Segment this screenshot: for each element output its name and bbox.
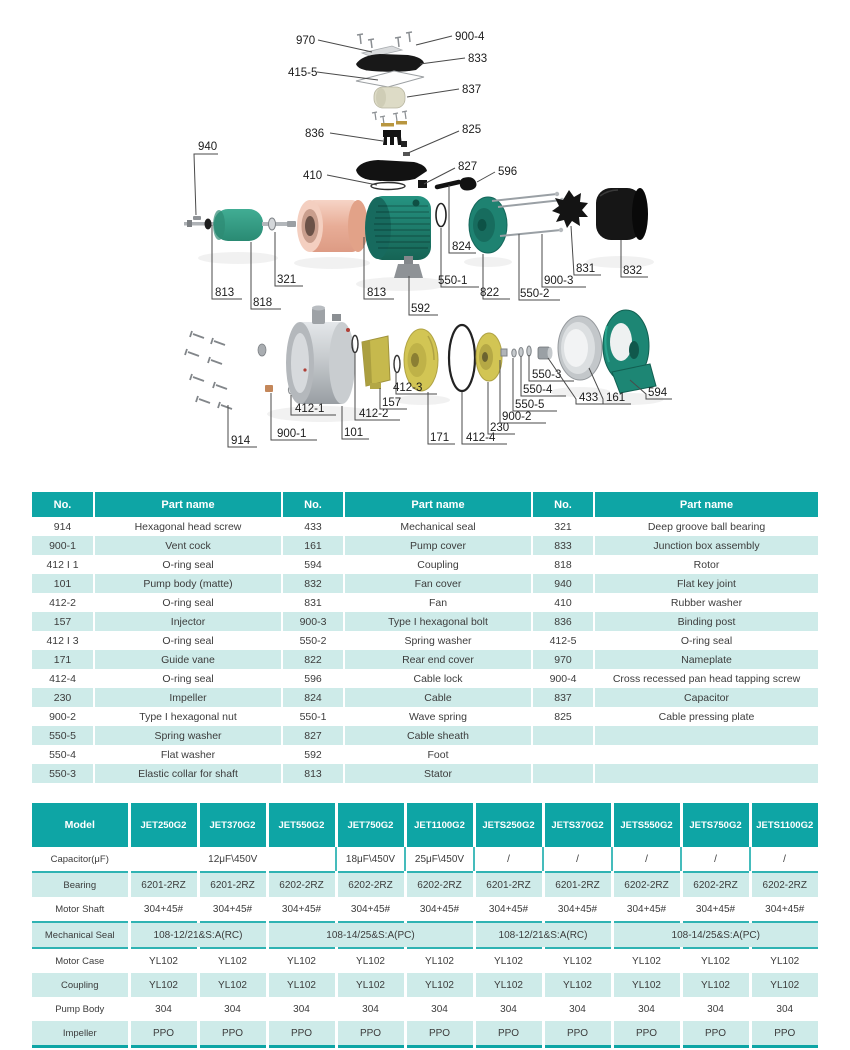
part-name-cell: Coupling [344, 555, 532, 574]
specs-table-row [32, 948, 818, 973]
spec-value-cell: YL102 [543, 948, 612, 973]
part-callout: 161 [606, 392, 626, 404]
spec-value-cell: 304+45# [336, 897, 405, 922]
part-no-cell: 818 [532, 555, 594, 574]
specs-table-row [32, 973, 818, 997]
part-name-cell: Rubber washer [594, 593, 818, 612]
part-name-cell: Cable sheath [344, 726, 532, 745]
part-no-cell: 596 [282, 669, 344, 688]
spec-value-cell: PPO [543, 1021, 612, 1047]
spec-value-cell: 108-14/25&S:A(PC) [612, 922, 818, 948]
part-name-cell: Binding post [594, 612, 818, 631]
spec-value-cell: 6202-2RZ [681, 872, 750, 897]
part-name-cell: Rotor [594, 555, 818, 574]
spec-value-cell: PPO [267, 1021, 336, 1047]
spec-value-cell: PPO [612, 1021, 681, 1047]
part-callout: 827 [458, 161, 478, 173]
leader-line [194, 154, 218, 215]
cable-lock-596 [460, 177, 477, 190]
part-name-cell [594, 726, 818, 745]
parts-header-row [32, 492, 818, 517]
spec-value-cell: YL102 [336, 948, 405, 973]
part-callout: 836 [305, 128, 325, 140]
spec-value-cell: YL102 [129, 973, 198, 997]
spec-value-cell: 304 [750, 997, 818, 1021]
part-callout: 550-3 [532, 369, 562, 381]
part-callout: 171 [430, 432, 450, 444]
part-name-cell [594, 745, 818, 764]
parts-table-row [32, 536, 818, 555]
spec-value-cell: 304 [336, 997, 405, 1021]
leader-line [318, 40, 372, 52]
specs-header-row [32, 803, 818, 847]
spec-value-cell: 304 [474, 997, 543, 1021]
rear-end-cover-822 [469, 197, 507, 253]
part-no-cell: 594 [282, 555, 344, 574]
spec-value-cell: PPO [405, 1021, 474, 1047]
spring-washer-550-5 [512, 349, 516, 357]
parts-table-row [32, 745, 818, 764]
part-callout: 594 [648, 387, 668, 399]
part-no-cell: 900-1 [32, 536, 94, 555]
part-name-cell: Pump cover [344, 536, 532, 555]
spec-value-cell: PPO [681, 1021, 750, 1047]
gasket-415-5 [356, 71, 424, 87]
spec-value-cell: 12μF\450V [129, 847, 336, 872]
leader-line [317, 72, 378, 80]
spec-value-cell: 304 [129, 997, 198, 1021]
specs-table-header [32, 803, 818, 847]
flange-plug [258, 344, 266, 356]
junction-box-cover-833 [356, 54, 424, 72]
spec-value-cell: 6201-2RZ [543, 872, 612, 897]
part-no-cell: 412-2 [49, 596, 76, 609]
part-no-cell: 550-3 [32, 764, 94, 783]
part-no-cell: 813 [282, 764, 344, 783]
spec-value-cell: 304+45# [129, 897, 198, 922]
part-callout: 831 [576, 263, 596, 275]
part-no-cell: 836 [532, 612, 594, 631]
spec-value-cell: YL102 [681, 948, 750, 973]
spec-value-cell: YL102 [267, 948, 336, 973]
spec-value-cell: YL102 [543, 973, 612, 997]
spec-value-cell: YL102 [405, 973, 474, 997]
part-callout: 433 [579, 392, 599, 404]
specs-table-body [32, 847, 818, 1047]
model-column-header: JETS550G2 [612, 803, 681, 847]
part-callout: 900-1 [277, 428, 307, 440]
part-name-cell: Fan [344, 593, 532, 612]
part-no-cell: 101 [32, 574, 94, 593]
parts-table-row [32, 517, 818, 536]
parts-table-row [32, 764, 818, 783]
part-name-cell: Guide vane [94, 650, 282, 669]
part-callout: 837 [462, 84, 482, 96]
specs-table-row [32, 1021, 818, 1047]
part-callout: 900-3 [544, 275, 574, 287]
parts-table-row [32, 726, 818, 745]
part-name-cell: Injector [94, 612, 282, 631]
spec-value-cell: 304 [543, 997, 612, 1021]
pump-body-101 [286, 306, 355, 405]
spec-value-cell: YL102 [612, 948, 681, 973]
part-name-cell: Impeller [94, 688, 282, 707]
part-no-cell [532, 745, 594, 764]
part-no-cell: 412 I 3 [46, 634, 79, 647]
part-no-cell: 837 [532, 688, 594, 707]
part-name-cell: O-ring seal [594, 631, 818, 650]
spec-value-cell: 304+45# [543, 897, 612, 922]
part-name-cell: Cable [344, 688, 532, 707]
part-name-cell: Wave spring [344, 707, 532, 726]
part-no-cell: 833 [532, 536, 594, 555]
part-name-cell: Hexagonal head screw [94, 517, 282, 536]
part-name-cell: Foot [344, 745, 532, 764]
part-callout: 813 [215, 287, 235, 299]
spec-value-cell: 108-12/21&S:A(RC) [129, 922, 267, 948]
part-no-cell [532, 764, 594, 783]
part-callout: 157 [382, 397, 402, 409]
part-name-cell: Junction box assembly [594, 536, 818, 555]
part-callout: 832 [623, 265, 643, 277]
part-callout: 596 [498, 166, 518, 178]
part-no-cell: 900-3 [282, 612, 344, 631]
bearing-left [205, 219, 212, 230]
spec-value-cell: / [543, 847, 612, 872]
part-name-cell: Cross recessed pan head tapping screw [594, 669, 818, 688]
part-callout: 914 [231, 435, 251, 447]
spec-value-cell: YL102 [612, 973, 681, 997]
part-no-cell: 914 [53, 520, 72, 533]
screws-914 [185, 331, 232, 409]
spec-row-label: Impeller [32, 1021, 129, 1047]
spec-row-label: Motor Case [55, 955, 105, 967]
part-name-cell: Type I hexagonal bolt [344, 612, 532, 631]
part-callout: 900-4 [455, 31, 485, 43]
spec-value-cell: 6201-2RZ [129, 872, 198, 897]
spec-value-cell: 6202-2RZ [612, 872, 681, 897]
spec-value-cell: 304+45# [405, 897, 474, 922]
parts-table-row [32, 574, 818, 593]
spec-value-cell: YL102 [681, 973, 750, 997]
cable-824 [437, 182, 459, 187]
spec-value-cell: YL102 [750, 948, 818, 973]
exploded-diagram [0, 0, 850, 480]
part-no-cell: 157 [32, 612, 94, 631]
spec-value-cell: 304 [681, 997, 750, 1021]
part-no-cell: 592 [282, 745, 344, 764]
spec-value-cell: 304 [612, 997, 681, 1021]
part-name-header: Part name [594, 492, 818, 517]
spec-value-cell: 6202-2RZ [750, 872, 818, 897]
part-callout: 412-1 [295, 403, 325, 415]
spec-value-cell: 25μF\450V [405, 847, 474, 872]
parts-table-row [32, 593, 818, 612]
spec-value-cell: 108-12/21&S:A(RC) [474, 922, 612, 948]
part-name-cell: Capacitor [594, 688, 818, 707]
part-no-cell: 550-1 [282, 707, 344, 726]
model-column-header: JET370G2 [198, 803, 267, 847]
part-no-header: No. [532, 492, 594, 517]
spec-value-cell: / [681, 847, 750, 872]
hex-nut-900-2 [501, 349, 507, 356]
part-name-header: Part name [344, 492, 532, 517]
part-callout: 813 [367, 287, 387, 299]
spec-row-label: Bearing [32, 872, 129, 897]
spec-value-cell: 6202-2RZ [336, 872, 405, 897]
specs-table-row [32, 897, 818, 922]
part-callout: 410 [303, 170, 323, 182]
part-name-cell: O-ring seal [94, 631, 282, 650]
part-no-cell: 230 [32, 688, 94, 707]
o-ring-412-3 [394, 356, 400, 373]
vent-cock-900-1 [265, 385, 273, 392]
coupling-594 [603, 310, 656, 393]
part-no-cell [532, 726, 594, 745]
wave-spring-550-1 [436, 204, 446, 227]
spec-value-cell: PPO [198, 1021, 267, 1047]
model-column-header: JETS250G2 [474, 803, 543, 847]
shaft-fasteners [501, 346, 531, 357]
part-name-cell: Pump body (matte) [94, 574, 282, 593]
parts-table [32, 492, 818, 783]
spec-row-label: Mechanical Seal [32, 922, 129, 948]
part-no-cell: 550-5 [32, 726, 94, 745]
spec-value-cell: 304 [198, 997, 267, 1021]
parts-table-row [32, 669, 818, 688]
fan-cover-832 [596, 188, 648, 240]
injector-157 [362, 336, 390, 389]
leader-line [416, 36, 452, 45]
model-column-header: JET250G2 [129, 803, 198, 847]
part-no-cell: 822 [282, 650, 344, 669]
spec-row-label: Pump Body [55, 1003, 105, 1015]
cable-pressing-plate-825 [401, 141, 410, 156]
part-name-cell: Stator [344, 764, 532, 783]
motor-body-stator-housing [365, 196, 431, 260]
rubber-washer-410 [371, 183, 405, 190]
part-no-cell: 550-4 [49, 748, 76, 761]
spec-value-cell: PPO [750, 1021, 818, 1047]
spec-value-cell: / [474, 847, 543, 872]
o-ring-412-4 [449, 325, 475, 391]
spec-value-cell: YL102 [198, 973, 267, 997]
part-name-cell [594, 764, 818, 783]
spec-value-cell: PPO [474, 1021, 543, 1047]
specs-table-row [32, 872, 818, 897]
part-callout: 321 [277, 274, 297, 286]
part-name-cell: Flat washer [94, 745, 282, 764]
part-no-cell: 412-4 [49, 672, 76, 685]
spec-value-cell: 6202-2RZ [267, 872, 336, 897]
spec-value-cell: PPO [336, 1021, 405, 1047]
parts-table-body [32, 517, 818, 783]
part-no-cell: 825 [532, 707, 594, 726]
part-callout: 900-2 [502, 411, 532, 423]
parts-table-row [32, 631, 818, 650]
part-no-cell: 161 [282, 536, 344, 555]
model-column-header: JETS1100G2 [750, 803, 818, 847]
part-name-cell: Mechanical seal [344, 517, 532, 536]
specs-table-row [32, 922, 818, 948]
spec-value-cell: 304 [267, 997, 336, 1021]
part-no-cell: 433 [282, 517, 344, 536]
part-callout: 822 [480, 287, 500, 299]
spec-value-cell: YL102 [129, 948, 198, 973]
stator-813 [297, 200, 368, 252]
part-name-cell: Type I hexagonal nut [94, 707, 282, 726]
part-callout: 230 [490, 422, 510, 434]
part-callout: 970 [296, 35, 316, 47]
spec-value-cell: YL102 [750, 973, 818, 997]
spec-value-cell: 304+45# [681, 897, 750, 922]
spec-value-cell: 6201-2RZ [474, 872, 543, 897]
spec-row-label: Motor Shaft [55, 903, 105, 915]
part-name-cell: Nameplate [594, 650, 818, 669]
spec-value-cell: YL102 [198, 948, 267, 973]
part-no-cell: 970 [532, 650, 594, 669]
spec-value-cell: PPO [129, 1021, 198, 1047]
parts-table-row [32, 612, 818, 631]
spec-value-cell: / [612, 847, 681, 872]
part-callout: 940 [198, 141, 218, 153]
model-column-header: JETS370G2 [543, 803, 612, 847]
spec-row-label: Capacitor(μF) [32, 847, 129, 872]
spec-value-cell: 304+45# [267, 897, 336, 922]
model-column-header: JET750G2 [336, 803, 405, 847]
capacitor-837 [374, 87, 405, 108]
part-name-cell: O-ring seal [94, 593, 282, 612]
part-no-cell: 824 [282, 688, 344, 707]
part-no-cell: 900-2 [49, 710, 76, 723]
junction-box-screws-icon [357, 32, 412, 48]
part-name-cell: Fan cover [344, 574, 532, 593]
parts-table-row [32, 555, 818, 574]
spec-value-cell: 108-14/25&S:A(PC) [267, 922, 474, 948]
spec-value-cell: YL102 [267, 973, 336, 997]
part-callout: 550-1 [438, 275, 468, 287]
flat-washer-550-4 [519, 348, 523, 357]
spec-value-cell: YL102 [336, 973, 405, 997]
model-header: Model [32, 803, 129, 847]
part-callout: 824 [452, 241, 472, 253]
part-name-cell: Cable pressing plate [594, 707, 818, 726]
leader-line [420, 58, 465, 64]
part-callout: 818 [253, 297, 273, 309]
part-no-header: No. [282, 492, 344, 517]
part-name-cell: Flat key joint [594, 574, 818, 593]
spec-value-cell: YL102 [474, 948, 543, 973]
leader-line [477, 172, 495, 182]
part-callout: 412-4 [466, 432, 496, 444]
part-name-cell: Deep groove ball bearing [594, 517, 818, 536]
spec-value-cell: 6202-2RZ [405, 872, 474, 897]
part-callout: 825 [462, 124, 482, 136]
parts-table-row [32, 650, 818, 669]
spec-value-cell: 304 [405, 997, 474, 1021]
parts-table-row [32, 688, 818, 707]
part-name-cell: Elastic collar for shaft [94, 764, 282, 783]
part-no-cell: 900-4 [532, 669, 594, 688]
part-name-cell: Spring washer [344, 631, 532, 650]
part-callout: 592 [411, 303, 431, 315]
spec-value-cell: 304+45# [612, 897, 681, 922]
part-no-header: No. [32, 492, 94, 517]
part-no-cell: 171 [32, 650, 94, 669]
part-callout: 101 [344, 427, 364, 439]
spec-value-cell: 304+45# [474, 897, 543, 922]
part-callout: 415-5 [288, 67, 318, 79]
specs-table [32, 803, 818, 1048]
part-callout: 412-3 [393, 382, 423, 394]
spec-value-cell: 18μF\450V [336, 847, 405, 872]
specs-table-row [32, 997, 818, 1021]
part-callout: 550-5 [515, 399, 545, 411]
cable-sheath-827 [418, 180, 427, 188]
part-name-cell: O-ring seal [94, 669, 282, 688]
part-callout: 550-4 [523, 384, 553, 396]
part-no-cell: 321 [532, 517, 594, 536]
part-no-cell: 832 [282, 574, 344, 593]
part-name-cell: O-ring seal [94, 555, 282, 574]
ball-bearing-321 [269, 218, 276, 230]
leader-line [424, 168, 455, 184]
elastic-collar-550-3 [527, 346, 531, 356]
part-callout: 550-2 [520, 288, 550, 300]
shaft-key-940 [184, 216, 218, 227]
part-no-cell: 410 [532, 593, 594, 612]
impeller-230 [476, 333, 502, 381]
spec-value-cell: 304+45# [198, 897, 267, 922]
spec-value-cell: 6201-2RZ [198, 872, 267, 897]
rotor-818 [213, 209, 296, 241]
part-callout: 412-2 [359, 408, 389, 420]
part-no-cell: 827 [282, 726, 344, 745]
spec-value-cell: YL102 [474, 973, 543, 997]
spec-value-cell: YL102 [405, 948, 474, 973]
part-callout: 833 [468, 53, 488, 65]
junction-box-base [356, 160, 427, 181]
leader-line [408, 131, 459, 153]
part-name-cell: Cable lock [344, 669, 532, 688]
part-no-cell: 412 I 1 [46, 558, 79, 571]
model-column-header: JETS750G2 [681, 803, 750, 847]
part-name-header: Part name [94, 492, 282, 517]
leader-line [407, 89, 459, 97]
part-name-cell: Vent cock [94, 536, 282, 555]
part-name-cell: Rear end cover [344, 650, 532, 669]
model-column-header: JET1100G2 [405, 803, 474, 847]
part-no-cell: 550-2 [282, 631, 344, 650]
parts-table-row [32, 707, 818, 726]
pump-cover-161 [558, 316, 602, 380]
part-no-cell: 831 [282, 593, 344, 612]
mechanical-seal-433 [538, 347, 553, 359]
part-no-cell: 940 [532, 574, 594, 593]
leader-line [330, 133, 383, 141]
spec-value-cell: 304+45# [750, 897, 818, 922]
model-column-header: JET550G2 [267, 803, 336, 847]
parts-table-header [32, 492, 818, 517]
spec-value-cell: / [750, 847, 818, 872]
specs-table-row [32, 847, 818, 872]
part-name-cell: Spring washer [94, 726, 282, 745]
spec-row-label: Coupling [32, 973, 129, 997]
part-no-cell: 412-5 [532, 631, 594, 650]
